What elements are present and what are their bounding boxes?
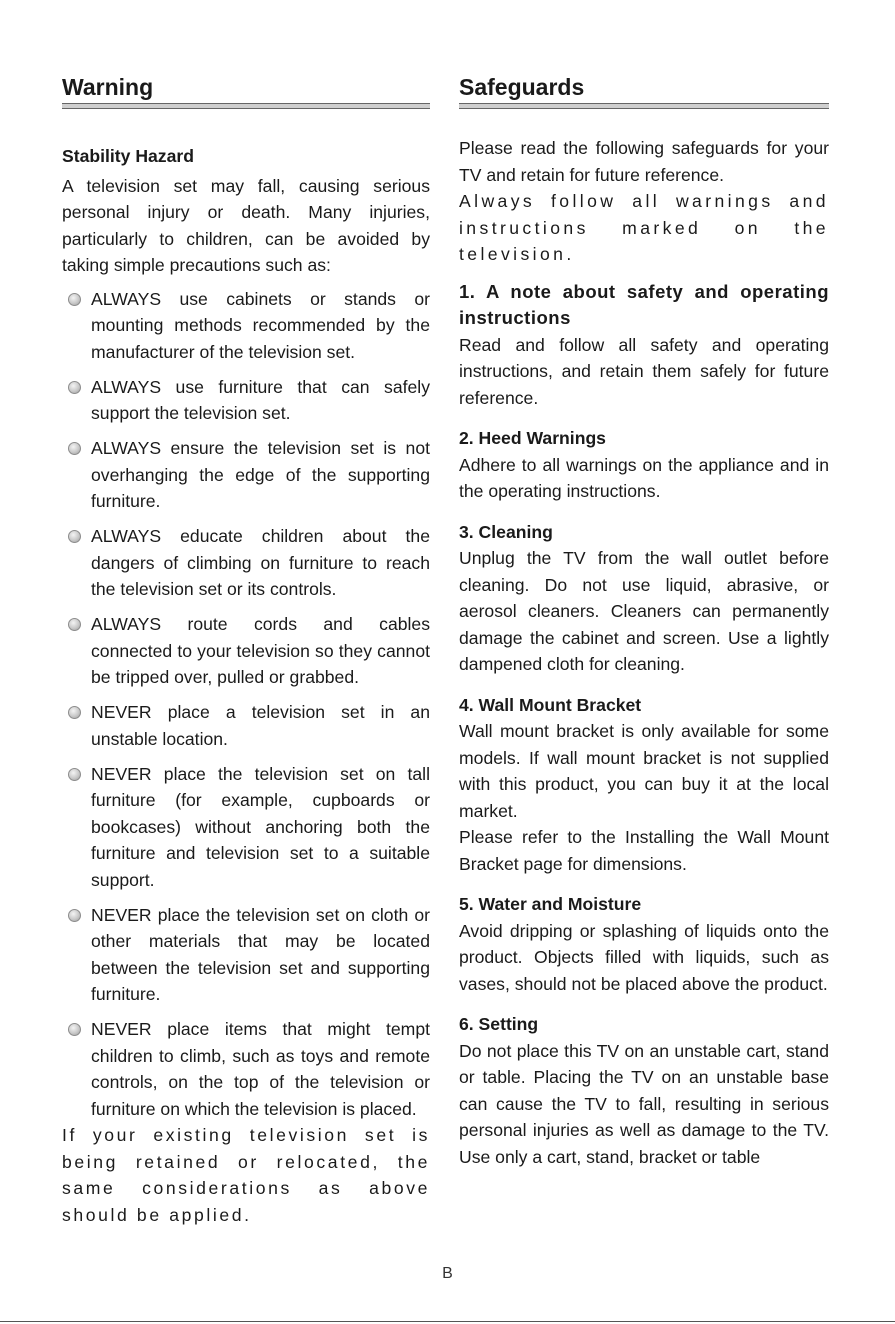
section-body-4-note: Please refer to the Installing the Wall Mount Bracket page for dimensions.	[459, 827, 829, 874]
section-body-6: Do not place this TV on an unstable cart, stand or table. Placing the TV on an unstable base can cause the TV to fall, resulting in serious personal injuries as well as damage to the TV. Use only a cart, stand, bracket or table	[459, 1040, 829, 1167]
list-item: ALWAYS educate children about the dangers of climbing on furniture to reach the television set or its controls.	[62, 523, 430, 603]
safeguards-heading: Safeguards	[459, 74, 585, 100]
warning-column	[62, 72, 430, 1228]
round-bullet-icon	[68, 1023, 81, 1036]
bottom-rule	[0, 1321, 895, 1322]
list-item: NEVER place a television set in an unstable location.	[62, 699, 430, 752]
list-item: NEVER place the television set on tall furniture (for example, cupboards or bookcases) without anchoring both the furniture and television set to a suitable support.	[62, 761, 430, 894]
section-title-2: 2. Heed Warnings	[459, 428, 606, 448]
round-bullet-icon	[68, 442, 81, 455]
warning-heading: Warning	[62, 74, 154, 100]
safeguards-intro-1: Please read the following safeguards for your TV and retain for future reference.	[459, 138, 829, 185]
section-body-3: Unplug the TV from the wall outlet before cleaning. Do not use liquid, abrasive, or aerosol cleaners. Cleaners can permanently damage the cabinet and screen. Use a lightly dampened cloth for cleaning.	[459, 548, 829, 674]
list-item: ALWAYS use cabinets or stands or mounting methods recommended by the manufacturer of the television set.	[62, 286, 430, 366]
round-bullet-icon	[68, 530, 81, 543]
list-item: ALWAYS ensure the television set is not overhanging the edge of the supporting furniture.	[62, 435, 430, 515]
round-bullet-icon	[68, 293, 81, 306]
warning-closing: If your existing television set is being retained or relocated, the same considerations as above should be applied.	[62, 1125, 430, 1225]
safeguards-column	[459, 72, 829, 1170]
section-body-2: Adhere to all warnings on the appliance and in the operating instructions.	[459, 454, 829, 501]
warning-bullet-list	[62, 286, 430, 1123]
round-bullet-icon	[68, 618, 81, 631]
round-bullet-icon	[68, 706, 81, 719]
round-bullet-icon	[68, 768, 81, 781]
section-title-5: 5. Water and Moisture	[459, 894, 642, 914]
list-item: NEVER place items that might tempt children to climb, such as toys and remote controls, on the top of the television or furniture on which the television is placed.	[62, 1016, 430, 1122]
section-body-1: Read and follow all safety and operating instructions, and retain them safely for future reference.	[459, 334, 829, 408]
section-title-6: 6. Setting	[459, 1014, 539, 1034]
page-number: B	[442, 1265, 453, 1282]
warning-intro: A television set may fall, causing serious personal injury or death. Many injuries, particularly to children, can be avoided by taking simple precautions such as:	[62, 175, 430, 275]
section-body-4: Wall mount bracket is only available for some models. If wall mount bracket is not supplied with this product, you can buy it at the local market.	[459, 721, 829, 821]
section-title-4: 4. Wall Mount Bracket	[459, 694, 642, 715]
section-title-1: 1. A note about safety and operating instructions	[459, 280, 829, 328]
section-title-3: 3. Cleaning	[459, 521, 553, 542]
list-item: ALWAYS route cords and cables connected to your television so they cannot be tripped over, pulled or grabbed.	[62, 611, 430, 691]
list-item: ALWAYS use furniture that can safely support the television set.	[62, 374, 430, 427]
round-bullet-icon	[68, 909, 81, 922]
stability-hazard-subheading: Stability Hazard	[62, 146, 194, 166]
safeguards-intro-2: Always follow all warnings and instructions marked on the television.	[459, 191, 829, 264]
round-bullet-icon	[68, 381, 81, 394]
section-body-5: Avoid dripping or splashing of liquids onto the product. Objects filled with liquids, such as vases, should not be placed above the product.	[459, 920, 829, 994]
list-item: NEVER place the television set on cloth or other materials that may be located between the television set and supporting furniture.	[62, 902, 430, 1008]
